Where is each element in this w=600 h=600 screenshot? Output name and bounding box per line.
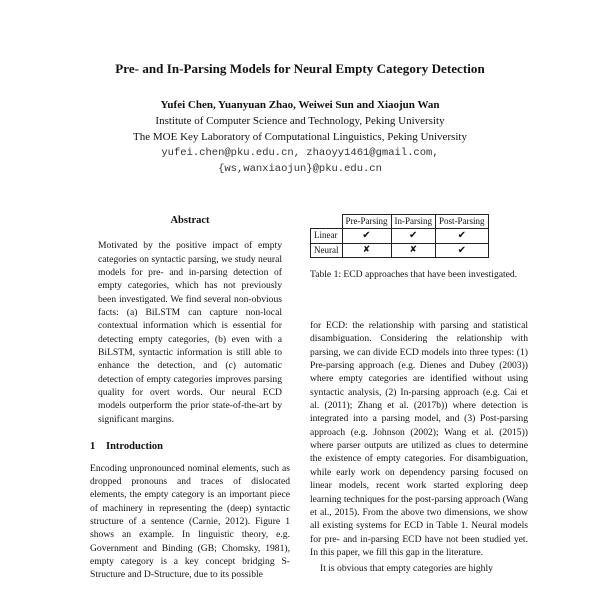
table-row-label: Linear	[311, 229, 343, 243]
emails-line-2: {ws,wanxiaojun}@pku.edu.cn	[218, 163, 382, 175]
cross-icon: ✘	[391, 243, 436, 257]
affiliation-1: Institute of Computer Science and Technology, Peking University	[155, 115, 445, 127]
cross-icon: ✘	[342, 243, 391, 257]
abstract-heading: Abstract	[170, 215, 210, 226]
emails-line-1: yufei.chen@pku.edu.cn, zhaoyy1461@gmail.com,	[161, 147, 439, 159]
table-column-header: In-Parsing	[391, 215, 436, 229]
right-column	[310, 214, 528, 576]
checkmark-icon: ✔	[342, 229, 391, 243]
right-column-paragraph: for ECD: the relationship with parsing and statistical disambiguation. Considering the relationship with parsing, we can divide ECD models into three types: (1) Pre-parsing approach (e.g. Dienes and Dubey (2003)) where empty categories are identified without using syntactic analysis, (2) In-parsing approach (e.g. Cai et al. (2011); Zhang et al. (2017b)) where detection is integrated into a parsing model, and (3) Post-parsing approach (e.g. Johnson (2002); Wang et al. (2015)) where parser outputs are utilized as clues to determine the existence of empty categories. For disambiguation, while early work on dependency parsing focused on linear models, recent work started exploring deep learning techniques for the post-parsing approach (Wang et al., 2015). From the above two dimensions, we show all existing systems for ECD in Table 1. Neural models for pre- and in-parsing ECD have not been studied yet. In this paper, we fill this gap in the literature.	[310, 320, 528, 558]
checkmark-icon: ✔	[436, 243, 489, 257]
table-corner-cell	[311, 215, 343, 229]
checkmark-icon: ✔	[391, 229, 436, 243]
table-row	[311, 229, 489, 243]
introduction-text: Encoding unpronounced nominal elements, such as dropped pronouns and traces of dislocated elements, the empty category is an important piece of machinery in representing the (deep) syntactic structure of a sentence (Carnie, 2012). Figure 1 shows an example. In linguistic theory, e.g. Government and Binding (GB; Chomsky, 1981), empty category is a key concept bridging S-Structure and D-Structure, due to its possible	[90, 462, 290, 581]
section-number: 1	[90, 441, 96, 453]
affiliation-2: The MOE Key Laboratory of Computational Linguistics, Peking University	[133, 131, 467, 143]
table-row	[311, 243, 489, 257]
paper-title: Pre- and In-Parsing Models for Neural Empty Category Detection	[115, 61, 485, 76]
section-title: Introduction	[106, 441, 163, 453]
table-column-header: Post-Parsing	[436, 215, 489, 229]
abstract-text: Motivated by the positive impact of empty categories on syntactic parsing, we study neural models for pre- and in-parsing detection of empty categories, which has not previously been investigated. We find several non-obvious facts: (a) BiLSTM can capture non-local contextual information which is essential for detecting empty categories, (b) even with a BiLSTM, syntactic information is still able to enhance the detection, and (c) automatic detection of empty categories improves parsing quality for overt words. Our neural ECD models outperform the prior state-of-the-art by significant margins.	[98, 240, 282, 425]
author-names: Yufei Chen, Yuanyuan Zhao, Weiwei Sun and Xiaojun Wan	[160, 99, 440, 111]
author-block	[0, 97, 600, 177]
ecd-approaches-table	[310, 214, 489, 258]
table-caption: Table 1: ECD approaches that have been investigated.	[310, 269, 518, 281]
table-row-label: Neural	[311, 243, 343, 257]
table-column-header: Pre-Parsing	[342, 215, 391, 229]
table-header-row	[311, 215, 489, 229]
right-column-paragraph-2: It is obvious that empty categories are highly	[320, 563, 493, 575]
section-heading-introduction	[90, 440, 290, 453]
left-column	[90, 214, 290, 582]
checkmark-icon: ✔	[436, 229, 489, 243]
